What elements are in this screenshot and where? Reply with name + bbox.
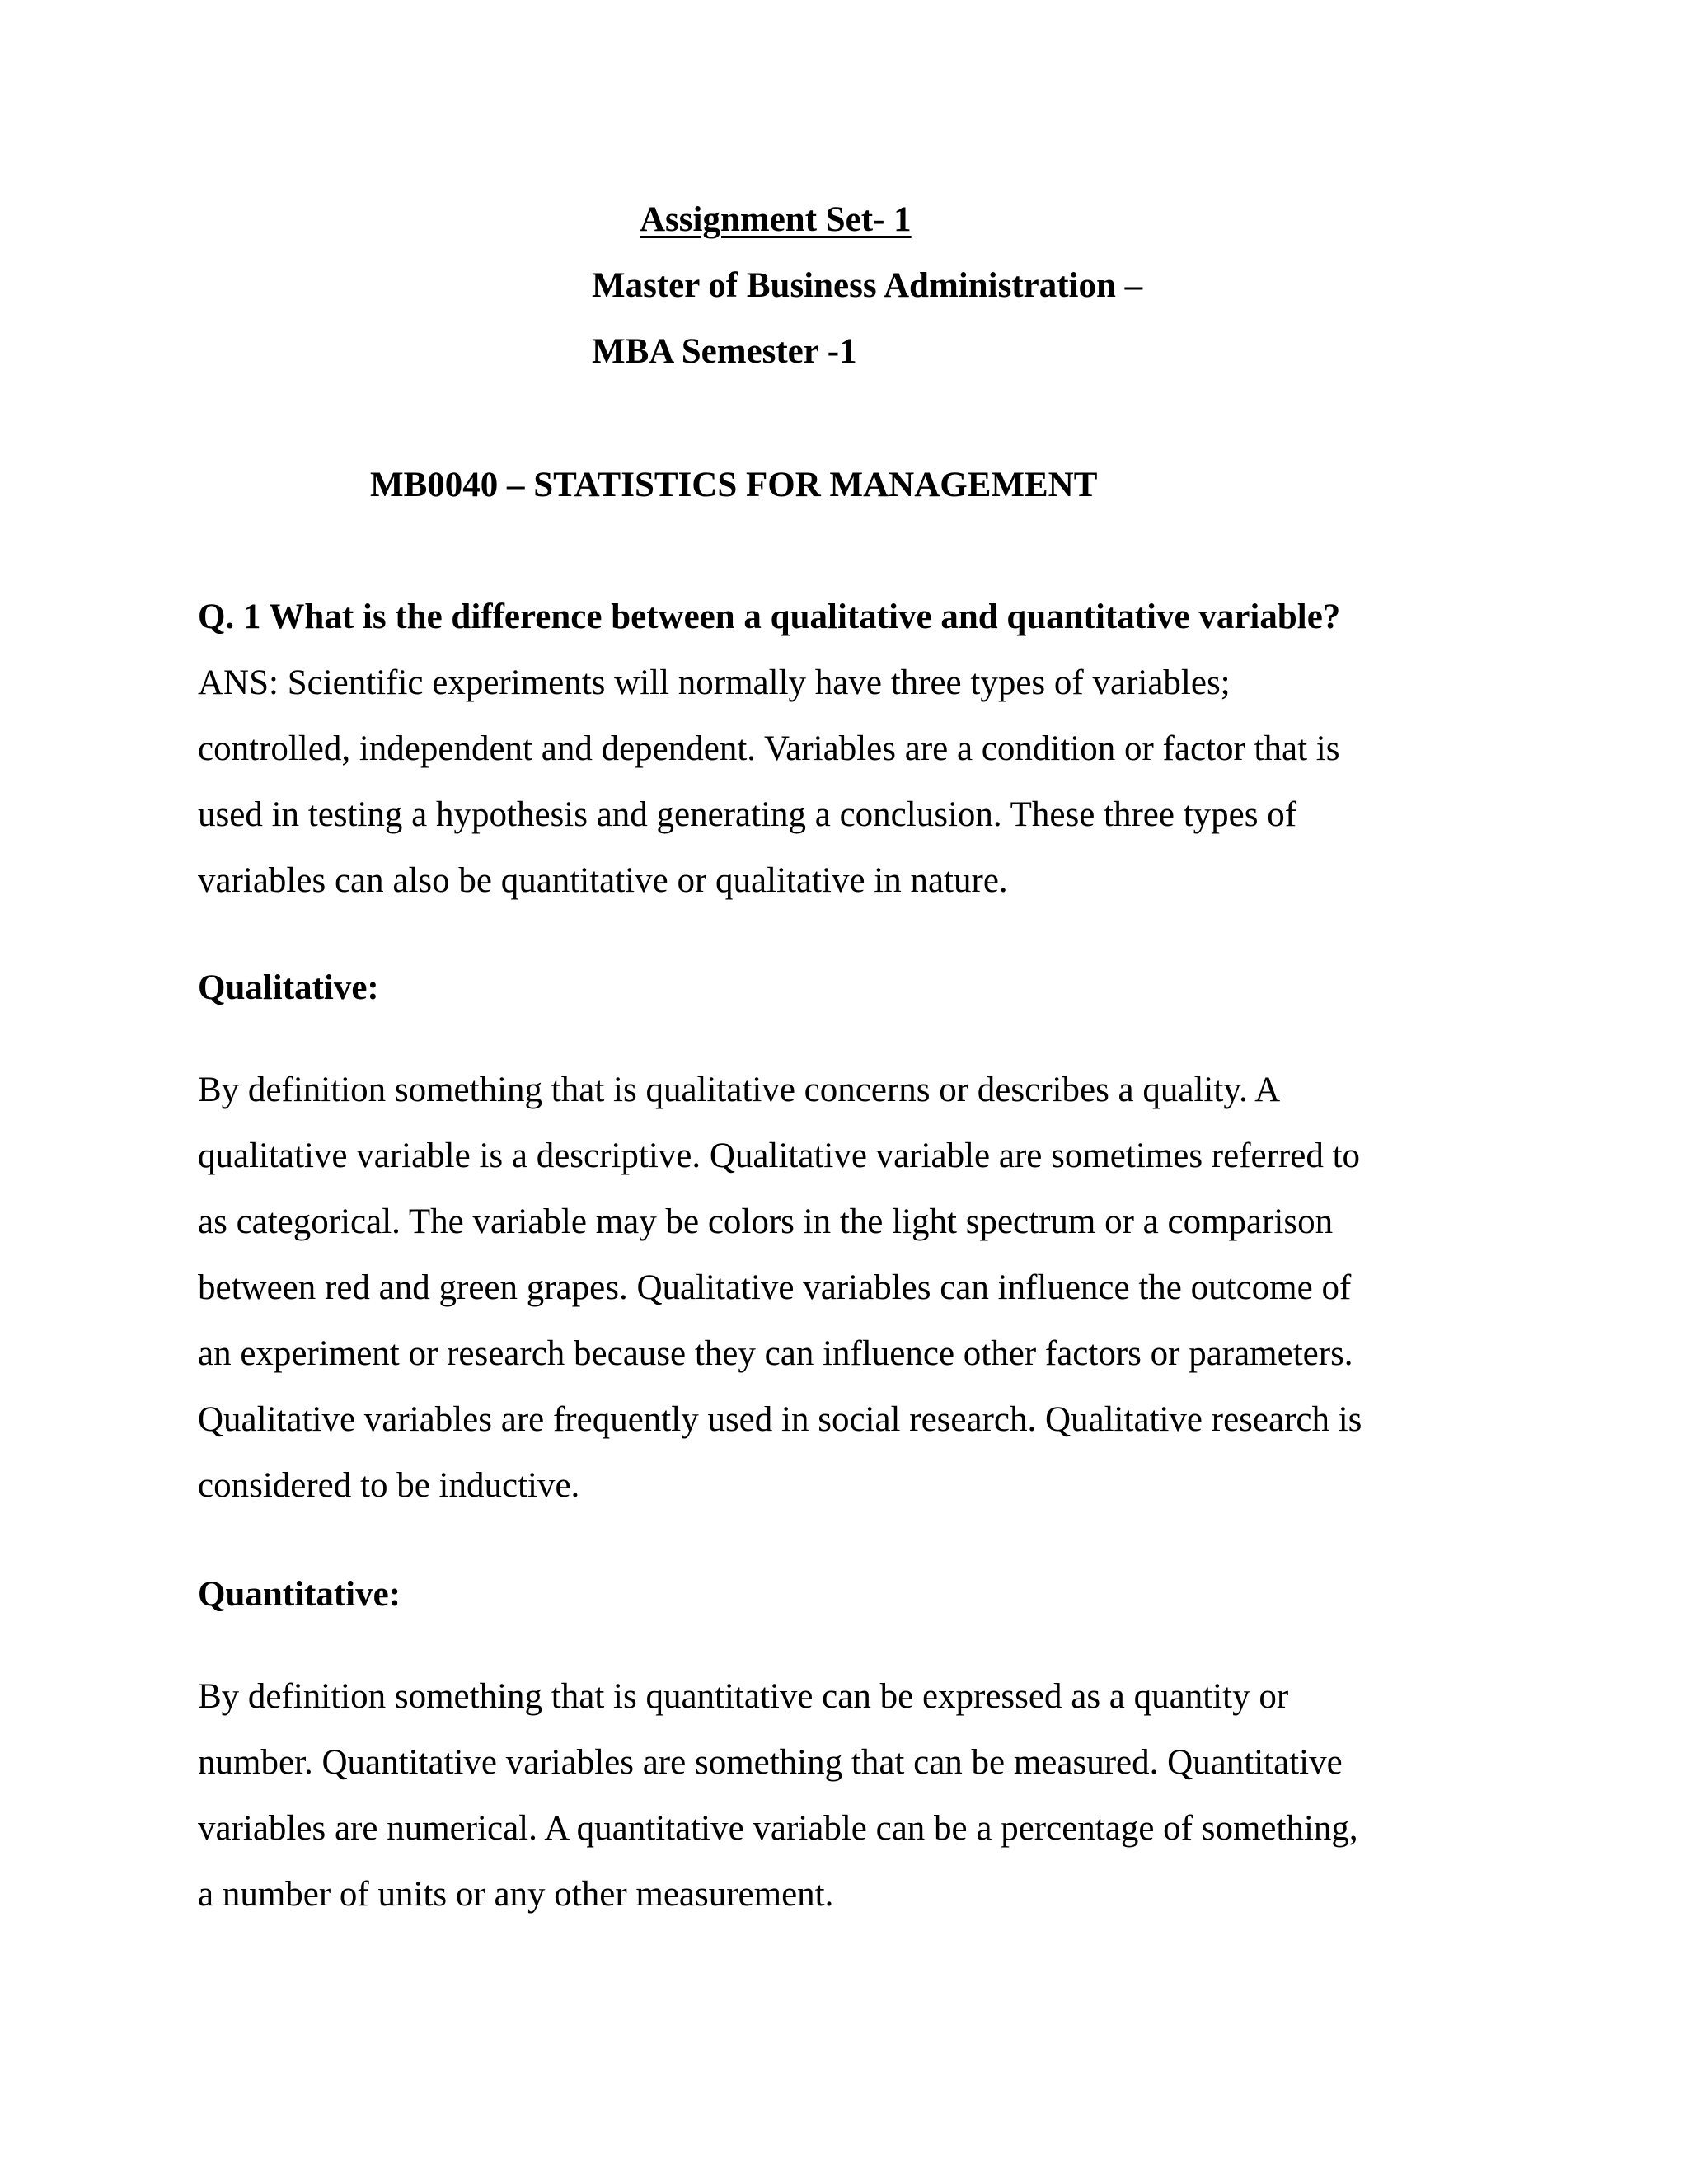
quantitative-line: variables are numerical. A quantitative variable can be a percentage of something, bbox=[198, 1809, 1358, 1848]
assignment-set-title: Assignment Set- 1 bbox=[640, 200, 912, 239]
question-title: Q. 1 What is the difference between a qualitative and quantitative variable? bbox=[198, 598, 1341, 636]
course-title: MB0040 – STATISTICS FOR MANAGEMENT bbox=[370, 466, 1098, 504]
quantitative-heading: Quantitative: bbox=[198, 1575, 401, 1614]
quantitative-line: a number of units or any other measurement. bbox=[198, 1875, 834, 1914]
semester-title: MBA Semester -1 bbox=[592, 332, 857, 371]
quantitative-line: By definition something that is quantitative can be expressed as a quantity or bbox=[198, 1677, 1289, 1716]
qualitative-line: qualitative variable is a descriptive. Qualitative variable are sometimes referred to bbox=[198, 1137, 1361, 1175]
qualitative-line: an experiment or research because they can influence other factors or parameters. bbox=[198, 1334, 1353, 1373]
qualitative-line: as categorical. The variable may be colors in the light spectrum or a comparison bbox=[198, 1202, 1334, 1241]
answer-line: variables can also be quantitative or qualitative in nature. bbox=[198, 861, 1008, 900]
qualitative-line: Qualitative variables are frequently used in social research. Qualitative research is bbox=[198, 1400, 1362, 1439]
qualitative-line: between red and green grapes. Qualitative variables can influence the outcome of bbox=[198, 1268, 1352, 1307]
answer-line: used in testing a hypothesis and generating a conclusion. These three types of bbox=[198, 795, 1297, 834]
answer-line: ANS: Scientific experiments will normally have three types of variables; bbox=[198, 663, 1231, 702]
qualitative-line: considered to be inductive. bbox=[198, 1466, 580, 1505]
qualitative-line: By definition something that is qualitative concerns or describes a quality. A bbox=[198, 1071, 1281, 1109]
program-title: Master of Business Administration – bbox=[592, 266, 1143, 305]
answer-line: controlled, independent and dependent. Variables are a condition or factor that is bbox=[198, 729, 1340, 768]
quantitative-line: number. Quantitative variables are something that can be measured. Quantitative bbox=[198, 1743, 1343, 1782]
qualitative-heading: Qualitative: bbox=[198, 968, 379, 1007]
